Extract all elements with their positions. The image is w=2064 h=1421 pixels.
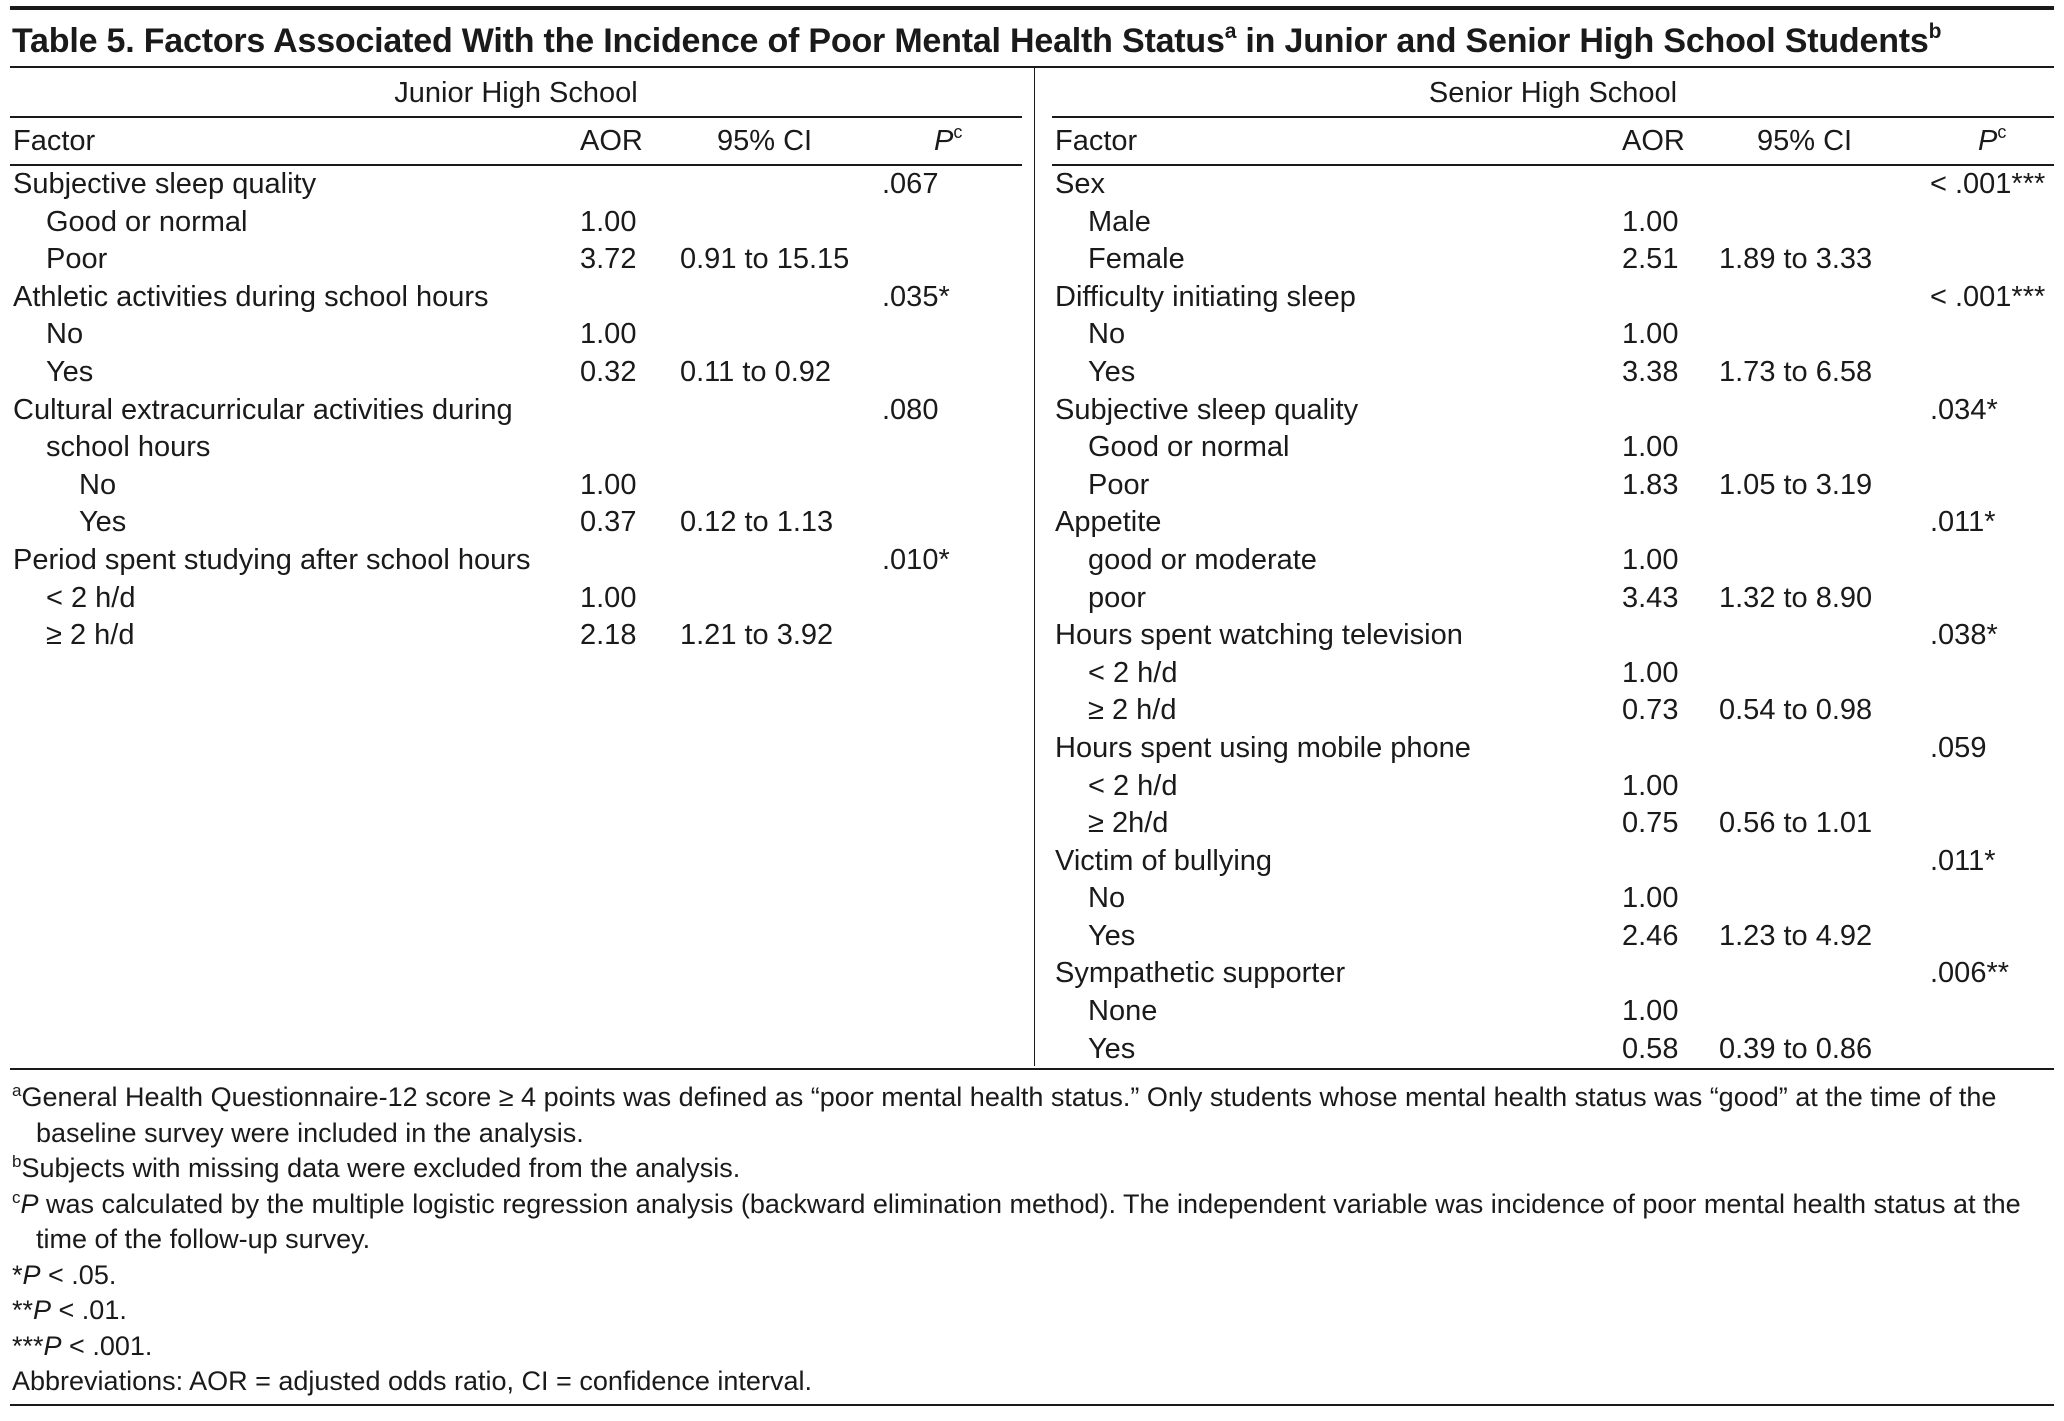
junior-p-footnote: c bbox=[953, 122, 963, 142]
table-row bbox=[1052, 655, 2054, 693]
footnote-star2-mark: ** bbox=[12, 1295, 34, 1325]
senior-aor-header: AOR bbox=[1622, 125, 1685, 157]
aor-cell: 1.00 bbox=[1622, 995, 1679, 1028]
senior-factor-header: Factor bbox=[1055, 125, 1138, 157]
footnote-star2 bbox=[12, 1293, 2050, 1329]
panel-divider bbox=[1034, 68, 1035, 1066]
table-row bbox=[1052, 204, 2054, 242]
footnote-star1-p: P bbox=[22, 1259, 41, 1290]
factor-cell: Yes bbox=[1088, 1032, 1136, 1065]
table-row bbox=[1052, 467, 2054, 505]
aor-cell: 0.58 bbox=[1622, 1032, 1679, 1065]
table-row bbox=[10, 504, 1022, 542]
table-row bbox=[10, 316, 1022, 354]
aor-cell: 0.32 bbox=[580, 355, 637, 388]
aor-cell: 1.00 bbox=[1622, 543, 1679, 576]
footnote-star3-p: P bbox=[43, 1330, 62, 1361]
aor-cell: 1.00 bbox=[1622, 882, 1679, 915]
table-row bbox=[10, 580, 1022, 618]
junior-high-panel bbox=[10, 68, 1022, 655]
p-value-cell: .067 bbox=[882, 168, 939, 200]
table-row bbox=[10, 429, 1022, 467]
factor-cell: ≥ 2 h/d bbox=[1088, 694, 1177, 727]
junior-factor-header: Factor bbox=[13, 125, 96, 157]
factor-cell: Good or normal bbox=[46, 205, 248, 238]
aor-cell: 3.72 bbox=[580, 243, 637, 276]
factor-cell: Hours spent using mobile phone bbox=[1055, 731, 1471, 764]
aor-cell: 1.00 bbox=[580, 205, 637, 238]
p-value-cell: .011* bbox=[1930, 506, 1996, 539]
p-value-cell: .059 bbox=[1930, 731, 1987, 764]
aor-cell: 1.00 bbox=[580, 581, 637, 614]
factor-cell: Victim of bullying bbox=[1055, 844, 1273, 877]
junior-aor-header: AOR bbox=[580, 125, 643, 157]
factor-cell: Poor bbox=[46, 243, 108, 276]
factor-cell: None bbox=[1088, 995, 1158, 1028]
aor-cell: 2.18 bbox=[580, 619, 637, 652]
footnote-b-mark: b bbox=[12, 1152, 22, 1171]
footnote-b-text: Subjects with missing data were excluded from the analysis. bbox=[21, 1153, 741, 1183]
footnote-c bbox=[12, 1187, 2050, 1258]
aor-cell: 1.00 bbox=[1622, 318, 1679, 351]
table-row bbox=[10, 467, 1022, 505]
aor-cell: 2.51 bbox=[1622, 243, 1679, 276]
p-value-cell: .035* bbox=[882, 280, 950, 313]
factor-cell: Cultural extracurricular activities during bbox=[13, 393, 513, 426]
table-row bbox=[1052, 354, 2054, 392]
senior-ci-header: 95% CI bbox=[1757, 125, 1853, 157]
ci-cell: 1.21 to 3.92 bbox=[680, 619, 834, 652]
footnote-c-text: was calculated by the multiple logistic regression analysis (backward elimination method). The independent variable was incidence of poor mental health status at the time of the follow-up survey. bbox=[36, 1188, 2021, 1254]
factor-cell: Good or normal bbox=[1088, 431, 1290, 464]
factor-cell: Poor bbox=[1088, 468, 1150, 501]
aor-cell: 0.73 bbox=[1622, 694, 1679, 727]
factor-cell: Yes bbox=[1088, 919, 1136, 952]
factor-cell: No bbox=[79, 468, 117, 501]
p-value-cell: .038* bbox=[1930, 619, 1998, 652]
footnote-b bbox=[12, 1151, 2050, 1187]
factor-cell: ≥ 2 h/d bbox=[46, 619, 135, 652]
factor-cell: No bbox=[1088, 318, 1126, 351]
senior-column-headers bbox=[1052, 118, 2054, 164]
footnote-abbreviations: Abbreviations: AOR = adjusted odds ratio, CI = confidence interval. bbox=[12, 1366, 812, 1396]
end-rule bbox=[10, 1404, 2054, 1406]
factor-cell: poor bbox=[1088, 581, 1147, 614]
table-row bbox=[1052, 617, 2054, 655]
aor-cell: 0.37 bbox=[580, 506, 637, 539]
senior-p-footnote: c bbox=[1997, 122, 2007, 142]
top-rule bbox=[10, 6, 2054, 10]
aor-cell: 1.00 bbox=[580, 468, 637, 501]
junior-column-headers bbox=[10, 118, 1022, 164]
factor-cell: Sex bbox=[1055, 168, 1105, 200]
table-row bbox=[1052, 993, 2054, 1031]
junior-high-heading: Junior High School bbox=[394, 77, 638, 109]
aor-cell: 0.75 bbox=[1622, 807, 1679, 840]
aor-cell: 2.46 bbox=[1622, 919, 1679, 952]
factor-cell: No bbox=[1088, 882, 1126, 915]
table-row bbox=[1052, 843, 2054, 881]
factor-cell: Subjective sleep quality bbox=[13, 168, 317, 200]
table-row bbox=[1052, 316, 2054, 354]
factor-cell: Yes bbox=[46, 355, 94, 388]
factor-cell: Appetite bbox=[1055, 506, 1162, 539]
factor-cell: Yes bbox=[79, 506, 127, 539]
table-row bbox=[10, 617, 1022, 655]
ci-cell: 0.56 to 1.01 bbox=[1719, 807, 1873, 840]
table-row bbox=[1052, 955, 2054, 993]
p-value-cell: .006** bbox=[1930, 957, 2010, 990]
table-bottom-rule bbox=[10, 1068, 2054, 1070]
title-footnote-b: b bbox=[1928, 20, 1942, 43]
table-row bbox=[1052, 241, 2054, 279]
table-row bbox=[1052, 392, 2054, 430]
ci-cell: 0.11 to 0.92 bbox=[680, 355, 832, 388]
footnote-c-p: P bbox=[20, 1188, 39, 1219]
table-row bbox=[1052, 692, 2054, 730]
senior-high-heading: Senior High School bbox=[1428, 77, 1678, 109]
footnote-star3-mark: *** bbox=[12, 1330, 44, 1361]
p-value-cell: .010* bbox=[882, 543, 950, 576]
table-row bbox=[10, 204, 1022, 242]
table-row bbox=[1052, 880, 2054, 918]
table-row bbox=[1052, 918, 2054, 956]
table-row bbox=[10, 542, 1022, 580]
footnote-c-mark: c bbox=[12, 1187, 21, 1207]
table-title bbox=[12, 18, 2054, 64]
aor-cell: 1.83 bbox=[1622, 468, 1679, 501]
factor-cell: Subjective sleep quality bbox=[1055, 393, 1359, 426]
table-row bbox=[1052, 504, 2054, 542]
aor-cell: 1.00 bbox=[1622, 656, 1679, 689]
factor-cell: good or moderate bbox=[1088, 543, 1317, 576]
factor-cell: Period spent studying after school hours bbox=[13, 543, 531, 576]
junior-rows bbox=[10, 166, 1022, 655]
footnotes bbox=[12, 1080, 2050, 1400]
factor-cell: < 2 h/d bbox=[1088, 769, 1178, 802]
footnote-a bbox=[12, 1080, 2050, 1151]
table-row bbox=[1052, 279, 2054, 317]
table-row bbox=[10, 166, 1022, 204]
aor-cell: 3.43 bbox=[1622, 581, 1679, 614]
ci-cell: 0.54 to 0.98 bbox=[1719, 694, 1873, 727]
factor-cell: ≥ 2h/d bbox=[1088, 807, 1169, 840]
table-row bbox=[1052, 730, 2054, 768]
ci-cell: 1.32 to 8.90 bbox=[1719, 581, 1873, 614]
factor-cell: Male bbox=[1088, 205, 1151, 238]
table-title-text: Table 5. Factors Associated With the Incidence of Poor Mental Health Status bbox=[12, 22, 1225, 60]
p-value-cell: < .001*** bbox=[1930, 168, 2046, 200]
table-row bbox=[10, 241, 1022, 279]
title-footnote-a: a bbox=[1224, 20, 1237, 43]
senior-high-panel bbox=[1052, 68, 2054, 1068]
table-row bbox=[1052, 580, 2054, 618]
table-row bbox=[1052, 429, 2054, 467]
p-value-cell: .080 bbox=[882, 393, 939, 426]
aor-cell: 1.00 bbox=[1622, 769, 1679, 802]
table-row bbox=[10, 392, 1022, 430]
table-row bbox=[1052, 166, 2054, 204]
senior-p-header bbox=[1978, 118, 2006, 164]
table-row bbox=[1052, 542, 2054, 580]
aor-cell: 1.00 bbox=[1622, 431, 1679, 464]
factor-cell: No bbox=[46, 318, 84, 351]
aor-cell: 3.38 bbox=[1622, 355, 1679, 388]
table-row bbox=[1052, 805, 2054, 843]
table-row bbox=[1052, 768, 2054, 806]
footnote-star1-text: < .05. bbox=[40, 1259, 117, 1290]
factor-cell: school hours bbox=[46, 431, 211, 464]
junior-p-label: P bbox=[934, 125, 954, 157]
table-title-middle: in Junior and Senior High School Students bbox=[1236, 22, 1929, 60]
factor-cell: Hours spent watching television bbox=[1055, 619, 1463, 652]
factor-cell: Yes bbox=[1088, 355, 1136, 388]
footnote-star3 bbox=[12, 1329, 2050, 1365]
ci-cell: 0.91 to 15.15 bbox=[680, 243, 850, 276]
aor-cell: 1.00 bbox=[1622, 205, 1679, 238]
factor-cell: Sympathetic supporter bbox=[1055, 957, 1346, 990]
ci-cell: 1.89 to 3.33 bbox=[1719, 243, 1873, 276]
ci-cell: 1.23 to 4.92 bbox=[1719, 919, 1873, 952]
footnote-a-mark: a bbox=[12, 1081, 22, 1100]
ci-cell: 1.73 to 6.58 bbox=[1719, 355, 1873, 388]
footnote-star1 bbox=[12, 1258, 2050, 1294]
aor-cell: 1.00 bbox=[580, 318, 637, 351]
ci-cell: 1.05 to 3.19 bbox=[1719, 468, 1873, 501]
table-row bbox=[10, 354, 1022, 392]
table-row bbox=[10, 279, 1022, 317]
junior-p-header bbox=[934, 118, 962, 164]
footnote-a-text: General Health Questionnaire-12 score ≥ 4 points was defined as “poor mental health status.” Only students whose mental health status was “good” at the time of the baseline survey were included in the analysis. bbox=[21, 1082, 1997, 1148]
footnote-star1-mark: * bbox=[12, 1259, 23, 1290]
ci-cell: 0.12 to 1.13 bbox=[680, 506, 834, 539]
senior-rows bbox=[1052, 166, 2054, 1068]
table-row bbox=[1052, 1031, 2054, 1069]
factor-cell: Female bbox=[1088, 243, 1185, 276]
p-value-cell: .011* bbox=[1930, 844, 1996, 877]
p-value-cell: .034* bbox=[1930, 393, 1998, 426]
footnote-star2-p: P bbox=[33, 1295, 52, 1325]
ci-cell: 0.39 to 0.86 bbox=[1719, 1032, 1873, 1065]
junior-ci-header: 95% CI bbox=[717, 125, 813, 157]
factor-cell: < 2 h/d bbox=[1088, 656, 1178, 689]
p-value-cell: < .001*** bbox=[1930, 280, 2046, 313]
factor-cell: < 2 h/d bbox=[46, 581, 136, 614]
footnote-star3-text: < .001. bbox=[61, 1330, 153, 1361]
factor-cell: Athletic activities during school hours bbox=[13, 280, 489, 313]
factor-cell: Difficulty initiating sleep bbox=[1055, 280, 1356, 313]
senior-p-label: P bbox=[1978, 125, 1998, 157]
footnote-star2-text: < .01. bbox=[51, 1295, 127, 1325]
